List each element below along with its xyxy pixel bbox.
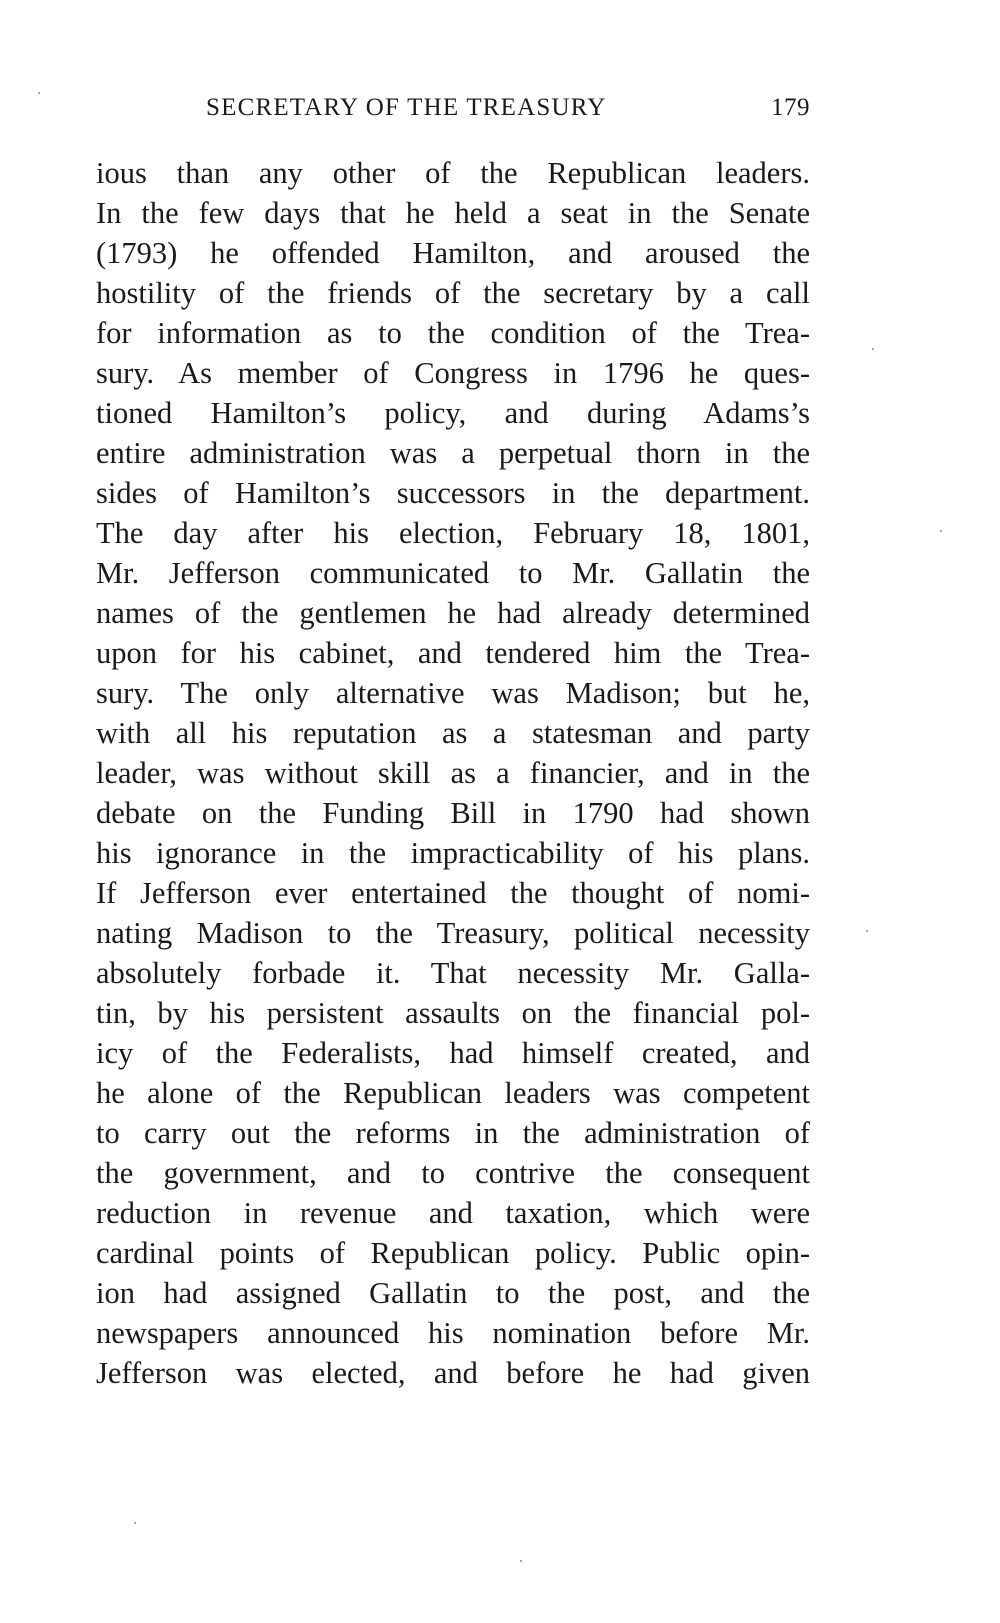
text-line: leader, was without skill as a financier, and in the [96, 756, 810, 790]
text-line: the government, and to contrive the consequent [96, 1156, 810, 1190]
running-head-title: SECRETARY OF THE TREASURY [206, 94, 607, 121]
text-line: tioned Hamilton’s policy, and during Adams’s [96, 396, 810, 430]
text-line: If Jefferson ever entertained the thought of nomi- [96, 876, 810, 910]
text-line: sury. As member of Congress in 1796 he ques- [96, 356, 810, 390]
text-line: nating Madison to the Treasury, political necessity [96, 916, 810, 950]
text-line: tin, by his persistent assaults on the financial pol- [96, 996, 810, 1030]
text-line: cardinal points of Republican policy. Public opin- [96, 1236, 810, 1270]
page-number: 179 [771, 94, 810, 121]
text-line: reduction in revenue and taxation, which were [96, 1196, 810, 1230]
text-line: names of the gentlemen he had already determined [96, 596, 810, 630]
text-line: with all his reputation as a statesman and party [96, 716, 810, 750]
scan-speck [872, 348, 874, 350]
text-line: Jefferson was elected, and before he had given [96, 1356, 810, 1390]
text-line: to carry out the reforms in the administration of [96, 1116, 810, 1150]
text-line: sides of Hamilton’s successors in the department. [96, 476, 810, 510]
scan-speck [940, 530, 942, 532]
text-line: hostility of the friends of the secretary by a call [96, 276, 810, 310]
text-line: upon for his cabinet, and tendered him the Trea- [96, 636, 810, 670]
text-line: his ignorance in the impracticability of his plans. [96, 836, 810, 870]
scan-speck [866, 930, 868, 932]
text-line: for information as to the condition of the Trea- [96, 316, 810, 350]
scan-speck [520, 1560, 522, 1562]
text-line: debate on the Funding Bill in 1790 had shown [96, 796, 810, 830]
scan-speck [134, 1522, 136, 1524]
text-line: In the few days that he held a seat in the Senate [96, 196, 810, 230]
text-line: The day after his election, February 18, 1801, [96, 516, 810, 550]
text-line: sury. The only alternative was Madison; but he, [96, 676, 810, 710]
body-text [96, 153, 810, 1393]
scan-speck [38, 92, 40, 94]
text-line: (1793) he offended Hamilton, and aroused the [96, 236, 810, 270]
text-line: icy of the Federalists, had himself created, and [96, 1036, 810, 1070]
running-head [206, 94, 810, 134]
text-line: absolutely forbade it. That necessity Mr. Galla- [96, 956, 810, 990]
text-line: ion had assigned Gallatin to the post, and the [96, 1276, 810, 1310]
text-line: Mr. Jefferson communicated to Mr. Gallatin the [96, 556, 810, 590]
text-line: ious than any other of the Republican leaders. [96, 156, 810, 190]
text-line: entire administration was a perpetual thorn in the [96, 436, 810, 470]
text-line: he alone of the Republican leaders was competent [96, 1076, 810, 1110]
text-line: newspapers announced his nomination before Mr. [96, 1316, 810, 1350]
